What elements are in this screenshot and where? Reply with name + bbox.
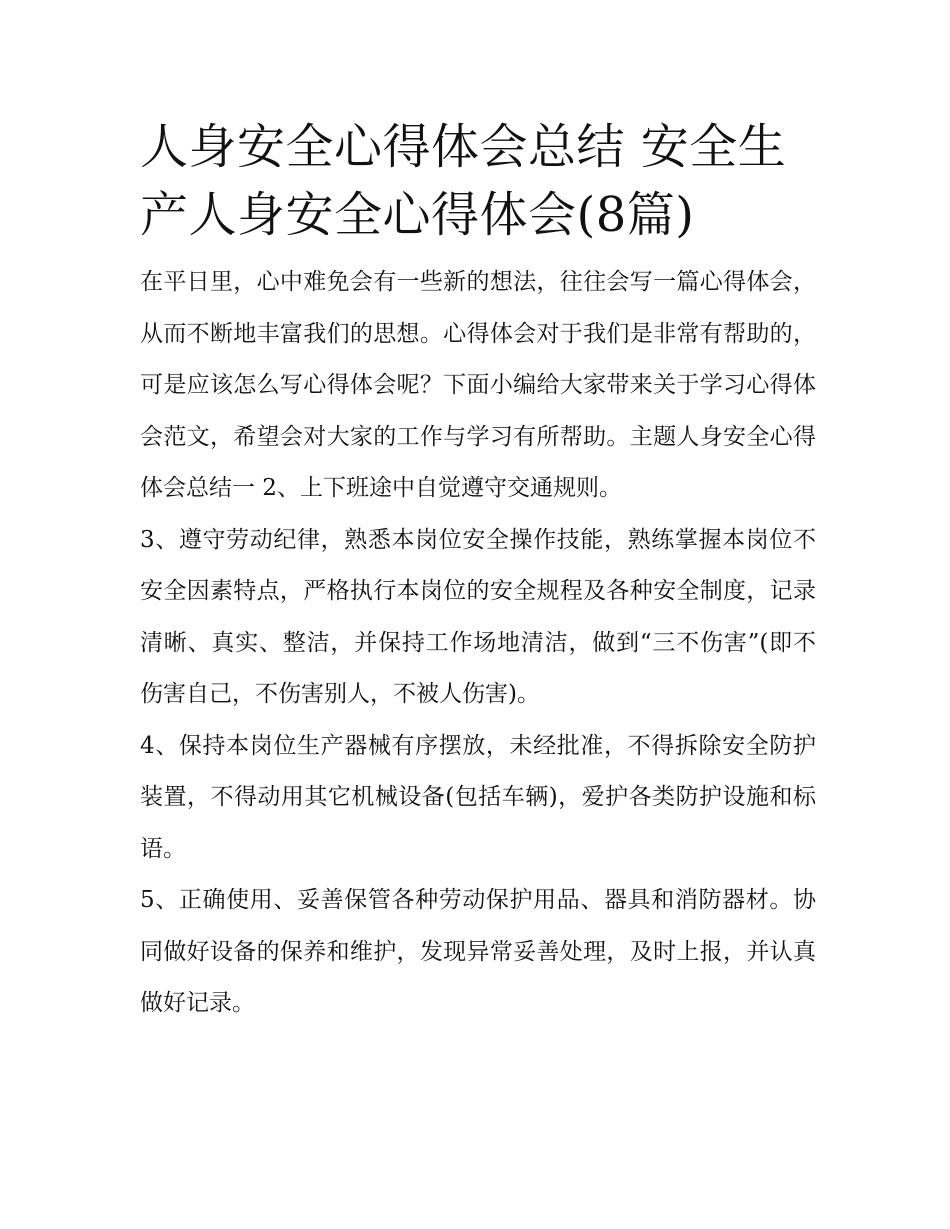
item-4-paragraph: 4、保持本岗位生产器械有序摆放，未经批准，不得拆除安全防护装置，不得动用其它机械设备(包括车辆)，爱护各类防护设施和标语。 <box>140 732 816 862</box>
item-5-paragraph: 5、正确使用、妥善保管各种劳动保护用品、器具和消防器材。协同做好设备的保养和维护，发现异常妥善处理，及时上报，并认真做好记录。 <box>140 887 816 1016</box>
intro-paragraph: 在平日里，心中难免会有一些新的想法，往往会写一篇心得体会，从而不断地丰富我们的思想。心得体会对于我们是非常有帮助的，可是应该怎么写心得体会呢？下面小编给大家带来关于学习心得体会范文，希望会对大家的工作与学习有所帮助。主题人身安全心得体会总结一 2、上下班途中自觉遵守交通规则。 <box>140 269 816 501</box>
document-body <box>140 113 816 1030</box>
item-3-paragraph: 3、遵守劳动纪律，熟悉本岗位安全操作技能，熟练掌握本岗位不安全因素特点，严格执行本岗位的安全规程及各种安全制度，记录清晰、真实、整洁，并保持工作场地清洁，做到“三不伤害”(即不伤害自己，不伤害别人，不被人伤害)。 <box>140 526 816 707</box>
document-title: 人身安全心得体会总结 安全生产人身安全心得体会(8篇) <box>140 119 787 243</box>
